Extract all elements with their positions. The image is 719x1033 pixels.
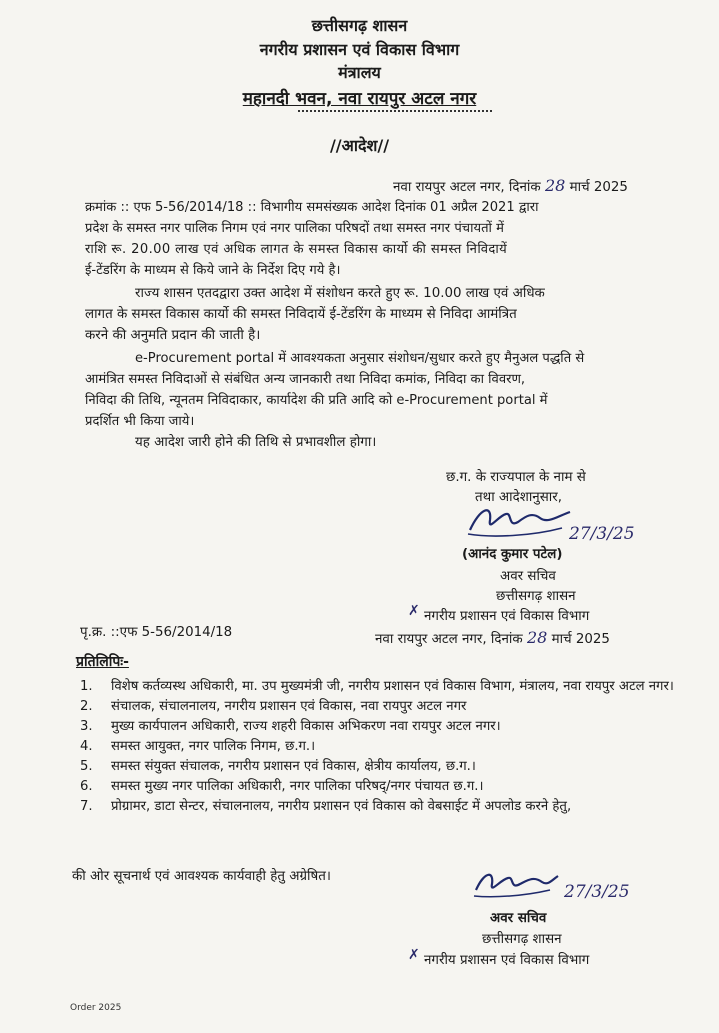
signature2-govt: छत्तीसगढ़ शासन: [482, 932, 562, 947]
list-item: [76, 737, 676, 757]
paragraph-line: ई-टेंडरिंग के माध्यम से किये जाने के निर्देश दिए गये है।: [85, 263, 341, 278]
endorsement-month-year: मार्च 2025: [551, 632, 610, 647]
list-item: [76, 777, 676, 797]
list-item-number: 6.: [80, 779, 93, 794]
list-item: [76, 697, 676, 717]
order-title: //आदेश//: [329, 136, 390, 155]
list-item-text: प्रोग्रामर, डाटा सेन्टर, संचालनालय, नगरीय प्रशासन एवं विकास को वेबसाईट में अपलोड करने हेतु,: [111, 799, 572, 814]
signature1-designation: अवर सचिव: [500, 569, 556, 584]
list-item-text: समस्त आयुक्त, नगर पालिक निगम, छ.ग.।: [111, 739, 316, 754]
dateline: [393, 176, 628, 195]
list-item-number: 5.: [80, 759, 93, 774]
pen-mark: ✗: [408, 947, 420, 963]
header-address: महानदी भवन, नवा रायपुर अटल नगर: [242, 89, 477, 109]
signature1-name: (आनंद कुमार पटेल): [462, 547, 563, 562]
signature1-order: तथा आदेशानुसार,: [475, 490, 562, 505]
signature2-date: 27/3/25: [564, 882, 630, 902]
paragraph-line: करने की अनुमति प्रदान की जाती है।: [85, 328, 261, 343]
signature1-authority: छ.ग. के राज्यपाल के नाम से: [446, 470, 586, 485]
list-item-text: संचालक, संचालनालय, नगरीय प्रशासन एवं विकास, नवा रायपुर अटल नगर: [111, 699, 467, 714]
copy-to-closing: की ओर सूचनार्थ एवं आवश्यक कार्यवाही हेतु अग्रेषित।: [72, 869, 331, 884]
list-item-number: 1.: [80, 679, 93, 694]
list-item-number: 2.: [80, 699, 93, 714]
list-item: [76, 797, 676, 817]
list-item-text: मुख्य कार्यपालन अधिकारी, राज्य शहरी विकास अभिकरण नवा रायपुर अटल नगर।: [111, 719, 501, 734]
signature-1-scrawl: [462, 494, 582, 548]
paragraph-2: [85, 283, 683, 346]
list-item: [76, 757, 676, 777]
endorsement-dateline: [375, 628, 610, 647]
endorsement-day: 28: [526, 628, 548, 647]
pen-mark: ✗: [408, 603, 420, 619]
paragraph-line: राशि रू. 20.00 लाख एवं अधिक लागत के समस्त विकास कार्यो की समस्त निविदायें: [85, 242, 508, 257]
paragraph-line: प्रदर्शित भी किया जाये।: [85, 414, 195, 429]
paragraph-line: राज्य शासन एतदद्वारा उक्त आदेश में संशोधन करते हुए रू. 10.00 लाख एवं अधिक: [135, 286, 545, 301]
signature2-dept: नगरीय प्रशासन एवं विकास विभाग: [424, 953, 590, 968]
paragraph-line: e-Procurement portal में आवश्यकता अनुसार संशोधन/सुधार करते हुए मैनुअल पद्धति से: [135, 351, 585, 366]
signature1-govt: छत्तीसगढ़ शासन: [496, 589, 576, 604]
signature1-dept: नगरीय प्रशासन एवं विकास विभाग: [424, 609, 590, 624]
paragraph-line: प्रदेश के समस्त नगर पालिक निगम एवं नगर पालिका परिषदों तथा समस्त नगर पंचायतों में: [85, 221, 504, 236]
copy-to-label: प्रतिलिपिः-: [76, 654, 129, 670]
paragraph-line: लागत के समस्त विकास कार्यो की समस्त निविदायें ई-टेंडरिंग के माध्यम से निविदा आमंत्रित: [85, 307, 517, 322]
paragraph-line: निविदा की तिथि, न्यूनतम निविदाकार, कार्यादेश की प्रति आदि को e-Procurement portal में: [85, 393, 548, 408]
endorsement-ref: पृ.क्र. ::एफ 5-56/2014/18: [80, 625, 233, 640]
list-item-number: 7.: [80, 799, 93, 814]
list-item-text: समस्त संयुक्त संचालक, नगरीय प्रशासन एवं विकास, क्षेत्रीय कार्यालय, छ.ग.।: [111, 759, 476, 774]
header-department: नगरीय प्रशासन एवं विकास विभाग: [259, 40, 460, 59]
signature-2-scrawl: [470, 862, 560, 906]
dateline-place: नवा रायपुर अटल नगर, दिनांक: [393, 180, 541, 195]
header-government: छत्तीसगढ़ शासन: [311, 16, 408, 35]
paragraph-line: क्रमांक :: एफ 5-56/2014/18 :: विभागीय समसंख्यक आदेश दिनांक 01 अप्रैल 2021 द्वारा: [85, 200, 539, 215]
list-item-text: विशेष कर्तव्यस्थ अधिकारी, मा. उप मुख्यमंत्री जी, नगरीय प्रशासन एवं विकास विभाग, मंत्रालय, नवा रायपुर अटल नगर।: [111, 679, 674, 694]
dateline-day: 28: [544, 176, 566, 195]
footer-label: Order 2025: [70, 1003, 122, 1013]
list-item-number: 3.: [80, 719, 93, 734]
list-item: [76, 717, 676, 737]
list-item: [76, 677, 676, 697]
list-item-number: 4.: [80, 739, 93, 754]
dateline-month-year: मार्च 2025: [569, 180, 628, 195]
copy-to-list: [76, 677, 676, 817]
header-divider: [298, 110, 492, 112]
endorsement-place: नवा रायपुर अटल नगर, दिनांक: [375, 632, 523, 647]
header-ministry: मंत्रालय: [338, 63, 381, 82]
paragraph-3: [85, 348, 683, 432]
paragraph-1: [85, 197, 683, 281]
paragraph-4: यह आदेश जारी होने की तिथि से प्रभावशील होगा।: [135, 435, 377, 450]
paragraph-line: आमंत्रित समस्त निविदाओं से संबंधित अन्य जानकारी तथा निविदा कमांक, निविदा का विवरण,: [85, 372, 526, 387]
signature2-designation: अवर सचिव: [490, 911, 547, 926]
signature1-date: 27/3/25: [569, 524, 635, 544]
list-item-text: समस्त मुख्य नगर पालिका अधिकारी, नगर पालिका परिषद्/नगर पंचायत छ.ग.।: [111, 779, 484, 794]
